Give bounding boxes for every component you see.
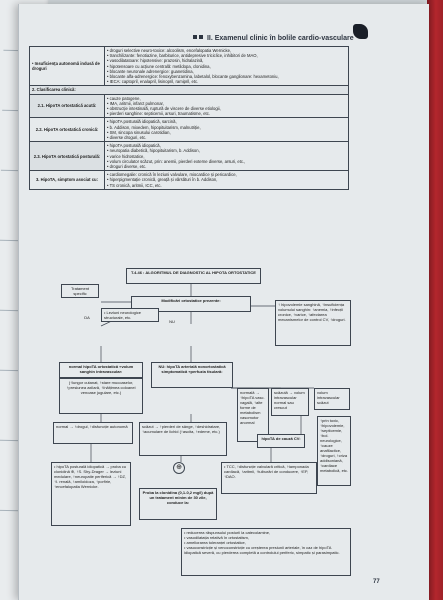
flow-clonidine-test: Proba la clonidina (0,1-0,2 mg/l) după un tratament minim de 30 zile, conduce la:	[139, 488, 217, 520]
flow-cv-cause: hipoTA de cauză CV:	[257, 434, 305, 448]
chapter-logo-icon	[353, 24, 368, 39]
section-heading: 2. Clasificarea clinică:	[30, 86, 349, 94]
conclusion-item: • vasoconstricție și venoconstricție cu creșterea presiunii arteriale, în caz de hipoTA idiopatică severă, cu pierderea completă a controlului periferic, simpatic și parasimpatic.	[184, 545, 348, 555]
row-items	[105, 94, 349, 118]
list-item: • IMA, aritmii, infarct pulmonar,	[107, 101, 346, 106]
list-item: • cauze patogene,	[107, 96, 346, 101]
flow-no-label: NU	[166, 318, 178, 325]
list-item: • cardiomegalie: cronică în leziuni valvulare, miocardice și pericardice,	[107, 172, 346, 177]
list-item: • hipoTA posturală idiopatică,	[107, 143, 346, 148]
list-item: • diverse droguri, etc.	[107, 135, 346, 140]
list-item: • droguri selective neuro-toxice: alcoolism, encefalopatia Wernicke,	[107, 48, 346, 53]
row-items	[105, 118, 349, 142]
row-items	[105, 171, 349, 190]
row-label: 2.1. HipoTA ortostatică acută:	[30, 94, 105, 118]
flow-normal-drug: normal → ↑drogul, ↑disfuncție autonomă	[53, 422, 133, 444]
page-header	[193, 27, 373, 41]
list-item: • blocante alfa-adrenergice: fenoxybenzamina, labetalol, blocante ganglionare: hexametoniu,	[107, 74, 346, 79]
conclusion-item: • reducerea răspunsului posturii la catecolamine,	[184, 530, 348, 535]
list-item: • b. Addison, mixedem, hipopituitarism, malnutriție,	[107, 125, 346, 130]
row-label: 3. HipoTA, simptom asociat cu:	[30, 171, 105, 190]
flow-orthostatic-changes: Modificări ortostatice prezente:	[131, 296, 251, 312]
list-item: • SM, sincopa sinusului carotidian,	[107, 130, 346, 135]
list-item: • hipotensoare cu acțiune centrală: metildopa, clonidina,	[107, 64, 346, 69]
list-item: • droguri diverse, etc.	[107, 164, 346, 169]
book-cover-edge	[427, 0, 443, 600]
list-item: • IECA: captopril, enalapril, lisinopril, ramipril, etc.	[107, 79, 346, 84]
header-title: II. Examenul clinic în bolile cardio-vasculare	[193, 35, 354, 42]
row-label: • Insuficiența autonomă indusă de droguri	[30, 47, 105, 86]
list-item: • vasodilatatoare: hipotensive: prazosin, hidralazină,	[107, 58, 346, 63]
flow-branch-volume: volum intravascular scăzut	[314, 388, 350, 410]
flow-hypovolemia: ↑ hipovolemie sanghină, ↑insuficiența volumului sanghin: ↑anemia, ↑infecții cronice, ↑varice, ↑afectarea mecanismelor de control CV, ↑droguri.	[275, 300, 351, 346]
flow-branch-low: scăzută → volum intravascular normal sau crescut	[271, 388, 309, 416]
flow-treatment: Tratament specific	[61, 284, 99, 298]
flowchart-title: T.4.46 : ALGORITMUL DE DIAGNOSTIC AL HIPOTA ORTOSTATICE	[126, 268, 261, 284]
book-page	[18, 4, 429, 600]
row-items	[105, 47, 349, 86]
conclusion-item: • vasodilatația relativă în ortostatism,	[184, 535, 348, 540]
list-item: • hipoTA posturală idiopatică, sarcină,	[107, 119, 346, 124]
conclusion-item: • ameliorarea toleranței ortostatice,	[184, 540, 348, 545]
flow-yes-label: DA	[81, 314, 93, 321]
flow-cv-causes-list: • TCC, ↑disfuncție valvulară critică, ↑tamponada cardiacă, ↑aritmii, ↑tulburări de conducere, ↑EP, ↑DAO.	[221, 462, 317, 494]
list-item: • pierderi sanghine: septicemii, arsuri, traumatisme, etc.	[107, 111, 346, 116]
row-label: 2.2. HipoTA ortostatică cronică:	[30, 118, 105, 142]
flow-conclusions	[181, 528, 351, 576]
flow-low-blood-loss: scăzut → ↑pierderi de sânge, ↑deshidratare, ↑acumulare de lichid (↑ascita, ↑edeme, etc.)	[139, 422, 227, 456]
flow-branch-normal: normală → ↑hipoTA vasc. vagală, ↑alte forme de metabolism vasomotor anormal	[237, 388, 269, 442]
list-item: • neuropatia diabetică, hipopituitarism, b. Addison,	[107, 148, 346, 153]
row-label: 2.3. HipoTA ortostatică posturală:	[30, 142, 105, 171]
flow-normal-items: (↑lungor cutanat, ↑stare mucoaselor, ↑presiunea axilară, ↑înălțimea coloanei venoase jugulare, etc.)	[59, 378, 143, 414]
flow-nonorthostatic: NU: hipoTA arterială nonortostatică simptomatică «perfuzia tisulară:	[151, 362, 233, 388]
list-item: • volum circulator scăzut, prin: anemii, pierderi externe diverse, arsuri, etc.,	[107, 159, 346, 164]
flow-neuro-lesions: • Leziuni neurologice structurale, etc.	[101, 308, 159, 322]
flow-circle-positive-icon: ⊕	[173, 462, 185, 474]
flow-normal-hypota: normal hipoTA ortostatică «volum sanghin intravascular:	[59, 362, 143, 378]
row-items	[105, 142, 349, 171]
list-item: • hiperpigmentație cronică, greață și vărsături în b. Addison,	[107, 177, 346, 182]
list-item: • obstrucție intestinală, ruptură de viscere de diverse etiologii,	[107, 106, 346, 111]
list-item: • varice hidrostatice,	[107, 154, 346, 159]
list-item: • tranchilizante: fenotiazine, barbiturice, antidepresive triciclice, inhibitori de MAO,	[107, 53, 346, 58]
flow-right-causes: ↑prin toxic, ↑hipovolemie, ↑septicemie, ↑bol. neurologice, ↑cauze anafilactice, ↑droguri, ↑criza addisoniană, ↑cardiace metabolică, etc.	[317, 416, 351, 486]
page-number: 77	[373, 579, 380, 585]
list-item: • blocante neuronale adrenergice: guanetidina,	[107, 69, 346, 74]
diagnostic-flowchart	[31, 266, 351, 586]
flow-postural: • hipoTA posturală idiopatică → proba cu clonidină ⊕, ↑S. Shy-Drager → leziuni medulare, ↑neuropatie periferică → ↑DZ, ↑I. renală, ↑amiloidoza, ↑porfirie, ↑encefalopatia Wernicke.	[51, 462, 131, 526]
list-item: • TS cronică, aritmii, ICC, etc.	[107, 183, 346, 188]
classification-table	[29, 46, 349, 190]
